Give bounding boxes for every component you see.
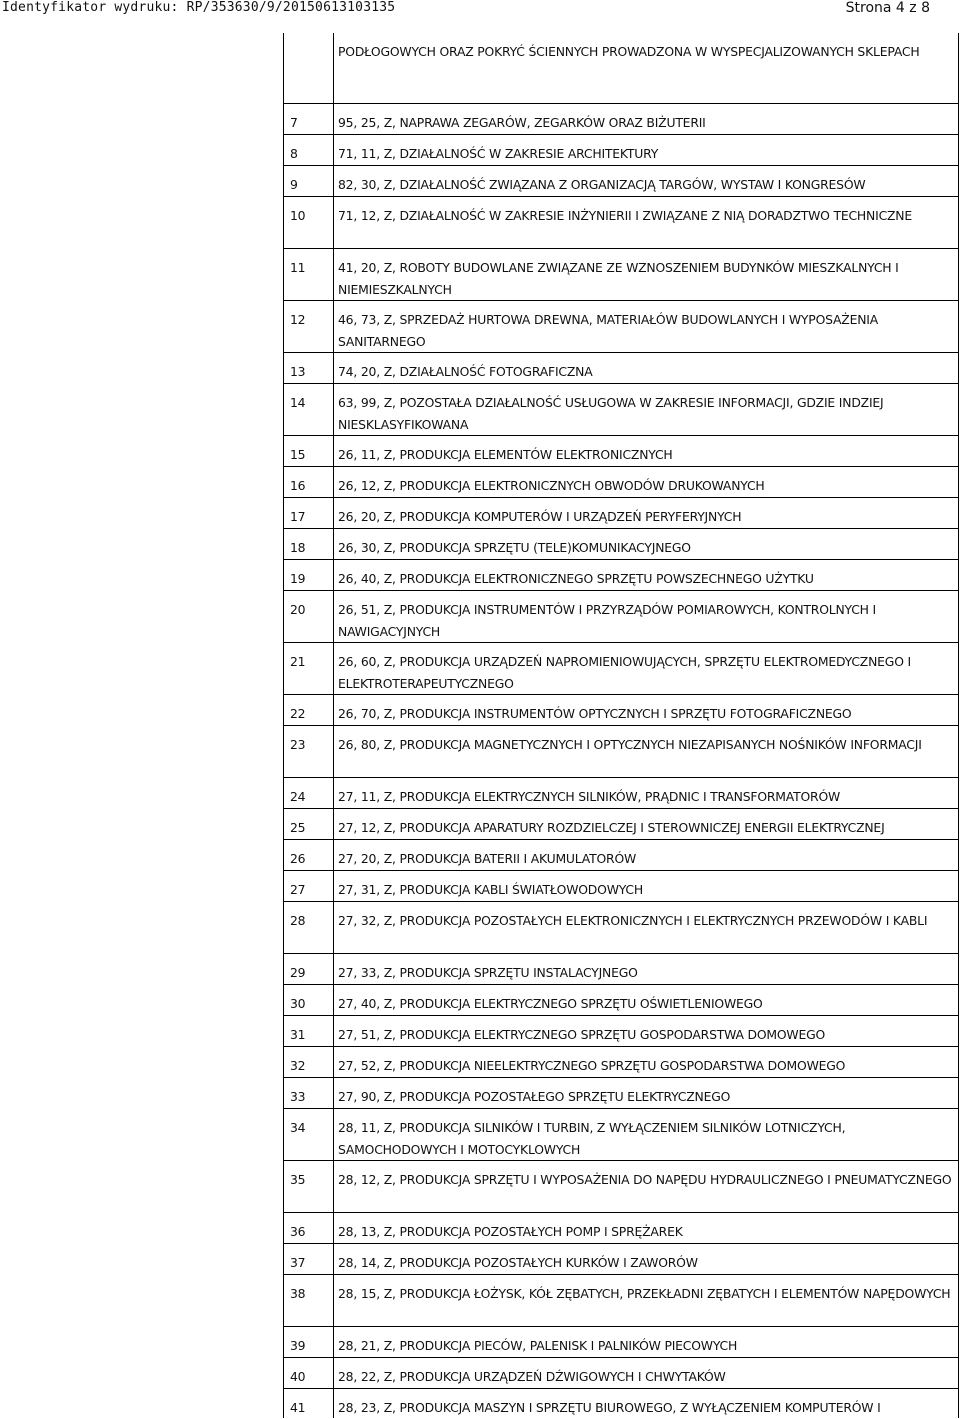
table-row bbox=[284, 497, 958, 528]
table-row bbox=[284, 642, 958, 694]
table-row bbox=[284, 383, 958, 435]
column-divider bbox=[333, 33, 334, 1418]
table-row bbox=[284, 1108, 958, 1160]
row-number: 33 bbox=[290, 1089, 306, 1104]
row-activity: 27, 31, Z, PRODUKCJA KABLI ŚWIATŁOWODOWYCH bbox=[338, 882, 644, 897]
row-number: 26 bbox=[290, 851, 306, 866]
row-activity: 28, 14, Z, PRODUKCJA POZOSTAŁYCH KURKÓW I ZAWORÓW bbox=[338, 1255, 698, 1270]
table-row bbox=[284, 1015, 958, 1046]
row-activity: 26, 80, Z, PRODUKCJA MAGNETYCZNYCH I OPTYCZNYCH NIEZAPISANYCH NOŚNIKÓW INFORMACJI bbox=[338, 737, 922, 752]
table-row bbox=[284, 839, 958, 870]
row-activity: 26, 11, Z, PRODUKCJA ELEMENTÓW ELEKTRONICZNYCH bbox=[338, 447, 673, 462]
row-number: 35 bbox=[290, 1172, 306, 1187]
row-number bbox=[284, 33, 334, 41]
table-row bbox=[284, 777, 958, 808]
row-number: 41 bbox=[290, 1400, 306, 1415]
row-number: 32 bbox=[290, 1058, 306, 1073]
row-activity: 74, 20, Z, DZIAŁALNOŚĆ FOTOGRAFICZNA bbox=[338, 364, 593, 379]
row-activity: 27, 32, Z, PRODUKCJA POZOSTAŁYCH ELEKTRONICZNYCH I ELEKTRYCZNYCH PRZEWODÓW I KABLI bbox=[338, 913, 928, 928]
table-row bbox=[284, 134, 958, 165]
table-row bbox=[284, 1326, 958, 1357]
row-activity: 71, 12, Z, DZIAŁALNOŚĆ W ZAKRESIE INŻYNIERII I ZWIĄZANE Z NIĄ DORADZTWO TECHNICZNE bbox=[338, 208, 913, 223]
row-activity: 28, 22, Z, PRODUKCJA URZĄDZEŃ DŹWIGOWYCH I CHWYTAKÓW bbox=[338, 1369, 726, 1384]
row-number: 19 bbox=[290, 571, 306, 586]
row-number: 38 bbox=[290, 1286, 306, 1301]
row-number: 31 bbox=[290, 1027, 306, 1042]
row-activity: PODŁOGOWYCH ORAZ POKRYĆ ŚCIENNYCH PROWADZONA W WYSPECJALIZOWANYCH SKLEPACH bbox=[338, 44, 920, 59]
row-activity: 27, 33, Z, PRODUKCJA SPRZĘTU INSTALACYJNEGO bbox=[338, 965, 638, 980]
row-activity: 28, 13, Z, PRODUKCJA POZOSTAŁYCH POMP I SPRĘŻAREK bbox=[338, 1224, 683, 1239]
row-activity: 28, 23, Z, PRODUKCJA MASZYN I SPRZĘTU BIUROWEGO, Z WYŁĄCZENIEM KOMPUTERÓW I bbox=[338, 1400, 881, 1415]
row-number: 8 bbox=[290, 146, 298, 161]
row-activity: 26, 40, Z, PRODUKCJA ELEKTRONICZNEGO SPRZĘTU POWSZECHNEGO UŻYTKU bbox=[338, 571, 814, 586]
row-activity: 82, 30, Z, DZIAŁALNOŚĆ ZWIĄZANA Z ORGANIZACJĄ TARGÓW, WYSTAW I KONGRESÓW bbox=[338, 177, 866, 192]
row-activity: 63, 99, Z, POZOSTAŁA DZIAŁALNOŚĆ USŁUGOWA W ZAKRESIE INFORMACJI, GDZIE INDZIEJ NIESKLASYFIKOWANA bbox=[338, 395, 884, 432]
row-number: 13 bbox=[290, 364, 306, 379]
table-row bbox=[284, 1077, 958, 1108]
table-row bbox=[284, 1274, 958, 1326]
row-number: 25 bbox=[290, 820, 306, 835]
table-row bbox=[284, 694, 958, 725]
row-activity: 27, 51, Z, PRODUKCJA ELEKTRYCZNEGO SPRZĘTU GOSPODARSTWA DOMOWEGO bbox=[338, 1027, 826, 1042]
row-number: 36 bbox=[290, 1224, 306, 1239]
row-activity: 26, 30, Z, PRODUKCJA SPRZĘTU (TELE)KOMUNIKACYJNEGO bbox=[338, 540, 691, 555]
table-row bbox=[284, 33, 958, 103]
row-activity: 28, 21, Z, PRODUKCJA PIECÓW, PALENISK I PALNIKÓW PIECOWYCH bbox=[338, 1338, 738, 1353]
row-activity: 26, 51, Z, PRODUKCJA INSTRUMENTÓW I PRZYRZĄDÓW POMIAROWYCH, KONTROLNYCH I NAWIGACYJNYCH bbox=[338, 602, 876, 639]
row-number: 22 bbox=[290, 706, 306, 721]
table-row bbox=[284, 196, 958, 248]
row-activity: 27, 40, Z, PRODUKCJA ELEKTRYCZNEGO SPRZĘTU OŚWIETLENIOWEGO bbox=[338, 996, 763, 1011]
row-number: 23 bbox=[290, 737, 306, 752]
row-activity: 27, 52, Z, PRODUKCJA NIEELEKTRYCZNEGO SPRZĘTU GOSPODARSTWA DOMOWEGO bbox=[338, 1058, 846, 1073]
table-row bbox=[284, 901, 958, 953]
pkd-table bbox=[283, 33, 959, 1418]
table-row bbox=[284, 248, 958, 300]
table-row bbox=[284, 435, 958, 466]
row-number: 34 bbox=[290, 1120, 306, 1135]
row-number: 7 bbox=[290, 115, 298, 130]
row-activity: 26, 70, Z, PRODUKCJA INSTRUMENTÓW OPTYCZNYCH I SPRZĘTU FOTOGRAFICZNEGO bbox=[338, 706, 852, 721]
table-row bbox=[284, 590, 958, 642]
row-number: 40 bbox=[290, 1369, 306, 1384]
row-activity: 41, 20, Z, ROBOTY BUDOWLANE ZWIĄZANE ZE WZNOSZENIEM BUDYNKÓW MIESZKALNYCH I NIEMIESZKALNYCH bbox=[338, 260, 899, 297]
row-number: 9 bbox=[290, 177, 298, 192]
table-row bbox=[284, 953, 958, 984]
row-number: 10 bbox=[290, 208, 306, 223]
row-number: 37 bbox=[290, 1255, 306, 1270]
row-number: 11 bbox=[290, 260, 306, 275]
row-activity: 26, 60, Z, PRODUKCJA URZĄDZEŃ NAPROMIENIOWUJĄCYCH, SPRZĘTU ELEKTROMEDYCZNEGO I ELEKTROTERAPEUTYCZNEGO bbox=[338, 654, 911, 691]
table-row bbox=[284, 1212, 958, 1243]
row-activity: 27, 90, Z, PRODUKCJA POZOSTAŁEGO SPRZĘTU ELEKTRYCZNEGO bbox=[338, 1089, 731, 1104]
table-row bbox=[284, 352, 958, 383]
table-row bbox=[284, 559, 958, 590]
row-number: 39 bbox=[290, 1338, 306, 1353]
row-activity: 71, 11, Z, DZIAŁALNOŚĆ W ZAKRESIE ARCHITEKTURY bbox=[338, 146, 659, 161]
row-activity: 26, 12, Z, PRODUKCJA ELEKTRONICZNYCH OBWODÓW DRUKOWANYCH bbox=[338, 478, 765, 493]
table-row bbox=[284, 466, 958, 497]
row-number: 14 bbox=[290, 395, 306, 410]
table-row bbox=[284, 300, 958, 352]
row-number: 12 bbox=[290, 312, 306, 327]
print-identifier: Identyfikator wydruku: RP/353630/9/20150613103135 bbox=[2, 0, 396, 15]
row-number: 15 bbox=[290, 447, 306, 462]
table-row bbox=[284, 808, 958, 839]
row-number: 28 bbox=[290, 913, 306, 928]
row-number: 30 bbox=[290, 996, 306, 1011]
row-number: 27 bbox=[290, 882, 306, 897]
table-row bbox=[284, 103, 958, 134]
row-activity: 27, 12, Z, PRODUKCJA APARATURY ROZDZIELCZEJ I STEROWNICZEJ ENERGII ELEKTRYCZNEJ bbox=[338, 820, 885, 835]
row-number: 29 bbox=[290, 965, 306, 980]
row-activity: 27, 20, Z, PRODUKCJA BATERII I AKUMULATORÓW bbox=[338, 851, 637, 866]
row-number: 18 bbox=[290, 540, 306, 555]
table-row bbox=[284, 1357, 958, 1388]
row-number: 20 bbox=[290, 602, 306, 617]
row-number: 17 bbox=[290, 509, 306, 524]
table-row bbox=[284, 165, 958, 196]
table-row bbox=[284, 1388, 958, 1418]
row-activity: 28, 12, Z, PRODUKCJA SPRZĘTU I WYPOSAŻENIA DO NAPĘDU HYDRAULICZNEGO I PNEUMATYCZNEGO bbox=[338, 1172, 952, 1187]
row-activity: 27, 11, Z, PRODUKCJA ELEKTRYCZNYCH SILNIKÓW, PRĄDNIC I TRANSFORMATORÓW bbox=[338, 789, 841, 804]
page-number: Strona 4 z 8 bbox=[845, 0, 930, 16]
row-number: 16 bbox=[290, 478, 306, 493]
table-row bbox=[284, 1243, 958, 1274]
table-row bbox=[284, 528, 958, 559]
row-activity: 28, 11, Z, PRODUKCJA SILNIKÓW I TURBIN, Z WYŁĄCZENIEM SILNIKÓW LOTNICZYCH, SAMOCHODOWYCH I MOTOCYKLOWYCH bbox=[338, 1120, 846, 1157]
row-activity: 46, 73, Z, SPRZEDAŻ HURTOWA DREWNA, MATERIAŁÓW BUDOWLANYCH I WYPOSAŻENIA SANITARNEGO bbox=[338, 312, 879, 349]
row-activity: 26, 20, Z, PRODUKCJA KOMPUTERÓW I URZĄDZEŃ PERYFERYJNYCH bbox=[338, 509, 742, 524]
row-number: 21 bbox=[290, 654, 306, 669]
row-activity: 95, 25, Z, NAPRAWA ZEGARÓW, ZEGARKÓW ORAZ BIŻUTERII bbox=[338, 115, 706, 130]
table-row bbox=[284, 984, 958, 1015]
table-row bbox=[284, 870, 958, 901]
row-activity: 28, 15, Z, PRODUKCJA ŁOŻYSK, KÓŁ ZĘBATYCH, PRZEKŁADNI ZĘBATYCH I ELEMENTÓW NAPĘDOWYCH bbox=[338, 1286, 951, 1301]
table-row bbox=[284, 1160, 958, 1212]
row-number: 24 bbox=[290, 789, 306, 804]
table-row bbox=[284, 1046, 958, 1077]
table-row bbox=[284, 725, 958, 777]
